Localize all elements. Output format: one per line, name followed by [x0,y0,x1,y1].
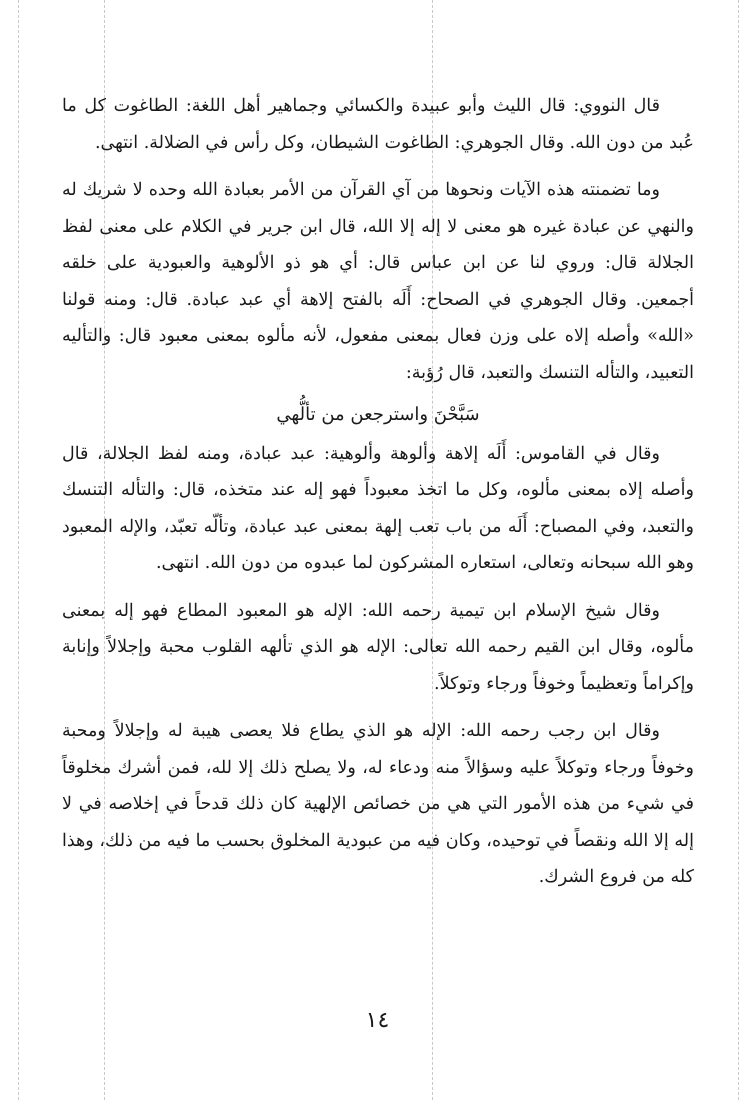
paragraph-ibn-taymiyyah: وقال شيخ الإسلام ابن تيمية رحمه الله: الإله هو المعبود المطاع فهو إله بمعنى مألوه، وقال ابن القيم رحمه الله تعالى: الإله هو الذي تألهه القلوب محبة وإجلالاً وإنابة وإكراماً وتعظيماً وخوفاً ورجاء وتوكلاً. [62,600,694,694]
paragraph-qamus: وقال في القاموس: أَلَه إلاهة وألوهة وألوهية: عبد عبادة، ومنه لفظ الجلالة، قال وأصله إلاه بمعنى مألوه، وكل ما اتخذ معبوداً فهو إله عند متخذه، قال: والتأله التنسك والتعبد، وفي المصباح: أَلَه من باب تعب إلهة بمعنى عبد عبادة، وتألّه تعبّد، والإله المعبود وهو الله سبحانه وتعالى، استعاره المشركون لما عبدوه من دون الله. انتهى. [62,443,694,573]
scan-guide-line [18,0,19,1100]
paragraph-meaning-of-tawhid: وما تضمنته هذه الآيات ونحوها من آي القرآن من الأمر بعبادة الله وحده لا شريك له والنهي عن عبادة غيره هو معنى لا إله إلا الله، قال ابن جرير في الكلام على معنى لفظ الجلالة قال: وروي لنا عن ابن عباس قال: أي هو ذو الألوهية والعبودية على خلقه أجمعين. وقال الجوهري في الصحاح: أَلَه بالفتح إلاهة أي عبد عبادة. قال: ومنه قولنا «الله» وأصله إلاه على وزن فعال بمعنى مفعول، لأنه مألوه بمعنى معبود قال: والتأليه التعبيد، والتأله التنسك والتعبد، قال رُؤبة: [62,180,694,383]
body-text [62,88,694,896]
paragraph-nawawi: قال النووي: قال الليث وأبو عبيدة والكسائي وجماهير أهل اللغة: الطاغوت كل ما عُبد من دون الله. وقال الجوهري: الطاغوت الشيطان، وكل رأس في الضلالة. انتهى. [62,96,694,153]
poetry-verse: سَبَّحْنَ واسترجعن من تألُّهي [276,404,480,425]
paragraph-ibn-rajab: وقال ابن رجب رحمه الله: الإله هو الذي يطاع فلا يعصى هيبة له وإجلالاً ومحبة وخوفاً ورجاء وتوكلاً عليه وسؤالاً منه ودعاء له، ولا يصلح ذلك إلا لله، فمن أشرك مخلوقاً في شيء من هذه الأمور التي هي من خصائص الإلهية كان ذلك قدحاً في إخلاصه في لا إله إلا الله ونقصاً في توحيده، وكان فيه من عبودية المخلوق بحسب ما فيه من ذلك، وهذا كله من فروع الشرك. [62,721,694,887]
page-number: ١٤ [365,1008,390,1033]
scan-guide-line [738,0,739,1100]
